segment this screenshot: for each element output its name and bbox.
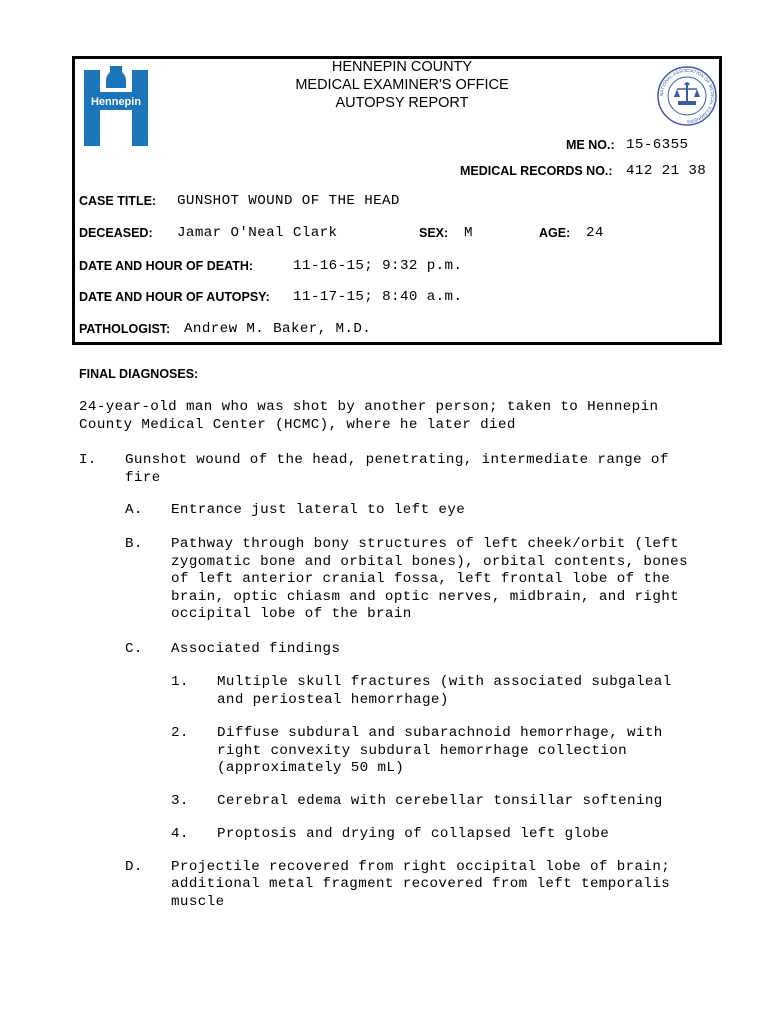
item-i-line-2: fire [125,470,161,486]
mrn-label: MEDICAL RECORDS NO.: [460,164,613,178]
deceased-value: Jamar O'Neal Clark [177,225,338,241]
item-c1-line-2: and periosteal hemorrhage) [217,692,449,708]
sex-label: SEX: [419,226,449,240]
item-c2-line-1: Diffuse subdural and subarachnoid hemorrhage, with [217,725,663,741]
case-title-value: GUNSHOT WOUND OF THE HEAD [177,193,400,209]
mrn-value: 412 21 38 [626,163,707,179]
case-title-label: CASE TITLE: [79,194,157,208]
sex-value: M [464,225,473,241]
org-name: HENNEPIN COUNTY [331,59,473,75]
seal-text: NATIONAL ASSOCIATION OF MEDICAL EXAMINERS [658,67,716,125]
item-b-line-1: Pathway through bony structures of left cheek/orbit (left [171,536,680,552]
me-no-label: ME NO.: [566,138,615,152]
item-i-line-1: Gunshot wound of the head, penetrating, intermediate range of [125,452,669,468]
item-i-marker: I. [79,452,97,468]
item-a-marker: A. [125,502,143,518]
item-b-line-3: of left anterior cranial fossa, left frontal lobe of the [171,571,671,587]
item-b-line-5: occipital lobe of the brain [171,606,412,622]
item-c-marker: C. [125,641,143,657]
item-c1-marker: 1. [171,674,189,690]
me-no-value: 15-6355 [626,137,689,153]
item-c2-marker: 2. [171,725,189,741]
final-diagnoses-heading: FINAL DIAGNOSES: [79,367,199,381]
item-b-marker: B. [125,536,143,552]
item-a-line-1: Entrance just lateral to left eye [171,502,466,518]
autopsy-value: 11-17-15; 8:40 a.m. [293,289,463,305]
death-label: DATE AND HOUR OF DEATH: [79,259,254,273]
item-c3-line-1: Cerebral edema with cerebellar tonsillar softening [217,793,663,809]
item-c4-marker: 4. [171,826,189,842]
age-label: AGE: [539,226,571,240]
item-c4-line-1: Proptosis and drying of collapsed left globe [217,826,610,842]
item-c3-marker: 3. [171,793,189,809]
office-name: MEDICAL EXAMINER'S OFFICE [295,77,509,93]
pathologist-value: Andrew M. Baker, M.D. [184,321,372,337]
item-b-line-4: brain, optic chiasm and optic nerves, midbrain, and right [171,589,680,605]
report-title: AUTOPSY REPORT [335,95,469,111]
item-d-marker: D. [125,859,143,875]
intro-line-1: 24-year-old man who was shot by another person; taken to Hennepin [79,399,659,415]
item-d-line-1: Projectile recovered from right occipital lobe of brain; [171,859,671,875]
death-value: 11-16-15; 9:32 p.m. [293,258,463,274]
item-b-line-2: zygomatic bone and orbital bones), orbital contents, bones [171,554,689,570]
hennepin-logo [84,66,148,146]
pathologist-label: PATHOLOGIST: [79,322,171,336]
item-c2-line-3: (approximately 50 mL) [217,760,405,776]
intro-line-2: County Medical Center (HCMC), where he later died [79,417,516,433]
item-c1-line-1: Multiple skull fractures (with associated subgaleal [217,674,672,690]
age-value: 24 [586,225,604,241]
item-c2-line-2: right convexity subdural hemorrhage collection [217,743,628,759]
deceased-label: DECEASED: [79,226,153,240]
item-c-line-1: Associated findings [171,641,341,657]
autopsy-label: DATE AND HOUR OF AUTOPSY: [79,290,270,304]
logo-text: Hennepin [90,96,142,108]
item-d-line-3: muscle [171,894,225,910]
name-seal [656,65,718,127]
item-d-line-2: additional metal fragment recovered from left temporalis [171,876,671,892]
